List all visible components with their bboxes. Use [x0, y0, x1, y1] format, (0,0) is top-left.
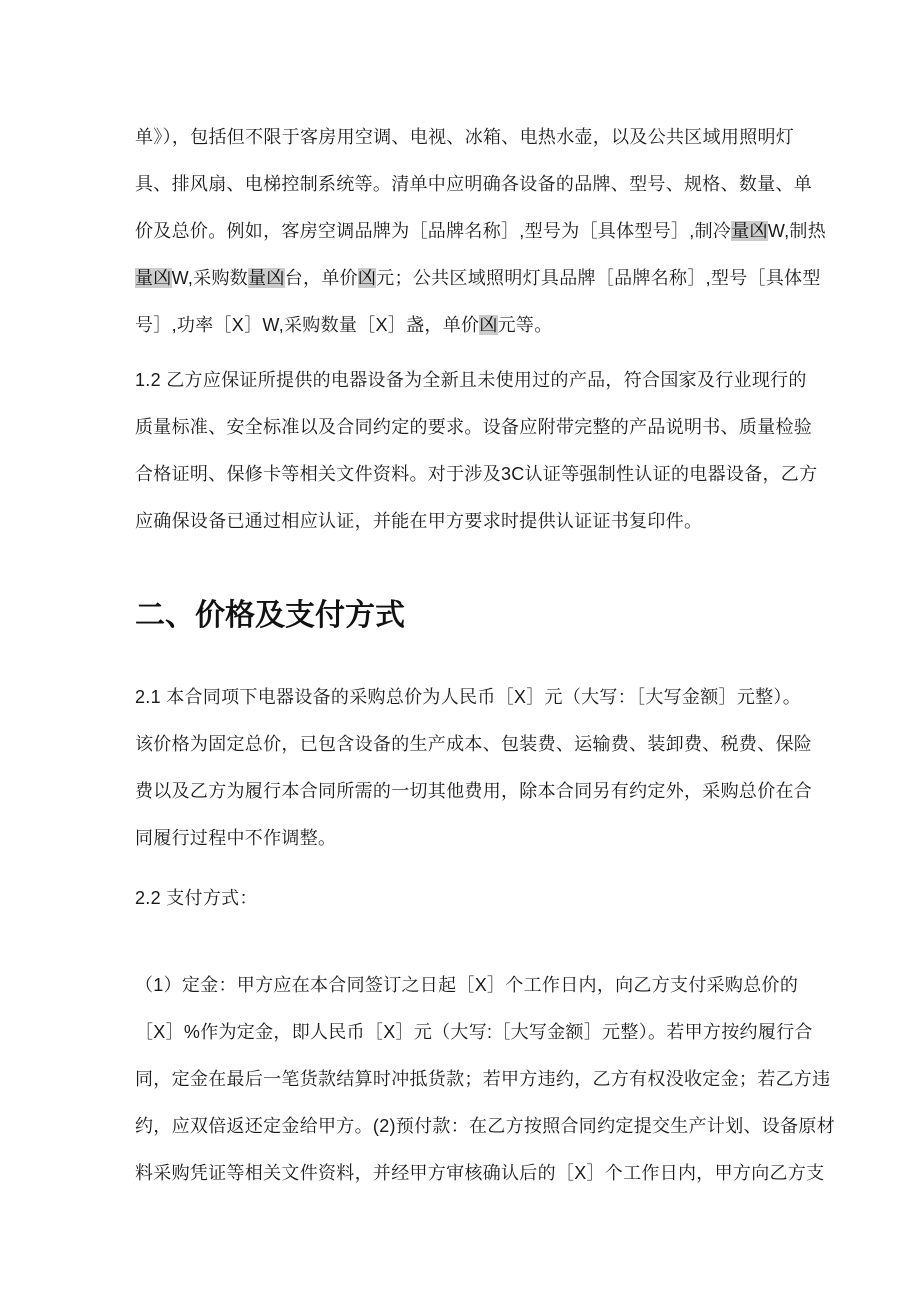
highlighted-field-text: 凶 — [357, 268, 377, 288]
text-segment: ［X］%作为定金，即人民币［X］元（大写:［大写金额］元整）。若甲方按约履行合 — [135, 1022, 813, 1042]
highlighted-field-text: 凶 — [479, 315, 498, 335]
section-heading-price-and-payment: 二、价格及支付方式 — [135, 599, 405, 632]
paragraph-equipment-list — [135, 114, 827, 349]
text-line — [135, 1103, 835, 1150]
text-line — [135, 674, 800, 721]
text-segment: W,制热 — [767, 221, 827, 241]
text-segment: （1）定金：甲方应在本合同签订之日起［X］个工作日内，向乙方支付采购总价的 — [135, 975, 799, 995]
text-line — [135, 404, 813, 451]
text-line — [135, 1056, 831, 1103]
text-line — [135, 1150, 825, 1197]
text-line — [135, 1009, 813, 1056]
text-segment: 料采购凭证等相关文件资料，并经甲方审核确认后的［X］个工作日内，甲方向乙方支 — [135, 1163, 825, 1183]
text-segment: 具、排风扇、电梯控制系统等。清单中应明确各设备的品牌、型号、规格、数量、单 — [135, 174, 813, 194]
text-segment: 台，单价 — [284, 268, 358, 288]
text-segment: 价及总价。例如，客房空调品牌为［品牌名称］,型号为［具体型号］,制冷 — [135, 221, 732, 241]
text-line — [135, 721, 813, 768]
text-line — [135, 302, 800, 349]
text-line — [135, 357, 807, 404]
highlighted-field-text: 量凶 — [248, 268, 285, 288]
highlighted-field-text: 量凶 — [731, 221, 768, 241]
text-segment: 同履行过程中不作调整。 — [135, 828, 337, 848]
text-segment: W,采购数 — [171, 268, 249, 288]
text-segment: 费以及乙方为履行本合同所需的一切其他费用，除本合同另有约定外，采购总价在合 — [135, 781, 813, 801]
text-segment: 1.2 乙方应保证所提供的电器设备为全新且未使用过的产品，符合国家及行业现行的 — [135, 370, 807, 390]
text-line — [135, 962, 800, 1009]
paragraph-clause-2-2 — [135, 875, 800, 922]
text-line — [135, 161, 813, 208]
text-segment: 合格证明、保修卡等相关文件资料。对于涉及3C认证等强制性认证的电器设备，乙方 — [135, 464, 818, 484]
text-segment: 应确保设备已通过相应认证，并能在甲方要求时提供认证证书复印件。 — [135, 511, 703, 531]
text-segment: 元等。 — [497, 315, 553, 335]
text-line — [135, 875, 800, 922]
text-segment: 2.1 本合同项下电器设备的采购总价为人民币［X］元（大写：［大写金额］元整）。 — [135, 687, 802, 707]
text-segment: 同，定金在最后一笔货款结算时冲抵货款；若甲方违约，乙方有权没收定金；若乙方违 — [135, 1069, 831, 1089]
text-line — [135, 768, 813, 815]
text-segment: 约，应双倍返还定金给甲方。(2)预付款：在乙方按照合同约定提交生产计划、设备原材 — [135, 1116, 835, 1136]
paragraph-clause-2-1 — [135, 674, 813, 862]
text-segment: 元；公共区域照明灯具品牌［品牌名称］,型号［具体型 — [376, 268, 821, 288]
paragraph-payment-terms — [135, 962, 835, 1197]
text-line — [135, 208, 827, 255]
text-segment: 2.2 支付方式： — [135, 888, 258, 908]
text-line — [135, 498, 800, 545]
text-segment: 单》），包括但不限于客房用空调、电视、冰箱、电热水壶，以及公共区域用照明灯 — [135, 127, 795, 147]
text-line — [135, 451, 818, 498]
text-segment: 号］,功率［X］W,采购数量［X］盏，单价 — [135, 315, 480, 335]
text-segment: 质量标准、安全标准以及合同约定的要求。设备应附带完整的产品说明书、质量检验 — [135, 417, 813, 437]
text-line — [135, 114, 800, 161]
text-line — [135, 255, 821, 302]
text-segment: 该价格为固定总价，已包含设备的生产成本、包装费、运输费、装卸费、税费、保险 — [135, 734, 813, 754]
text-line — [135, 815, 800, 862]
paragraph-clause-1-2 — [135, 357, 818, 545]
highlighted-field-text: 量凶 — [135, 268, 172, 288]
